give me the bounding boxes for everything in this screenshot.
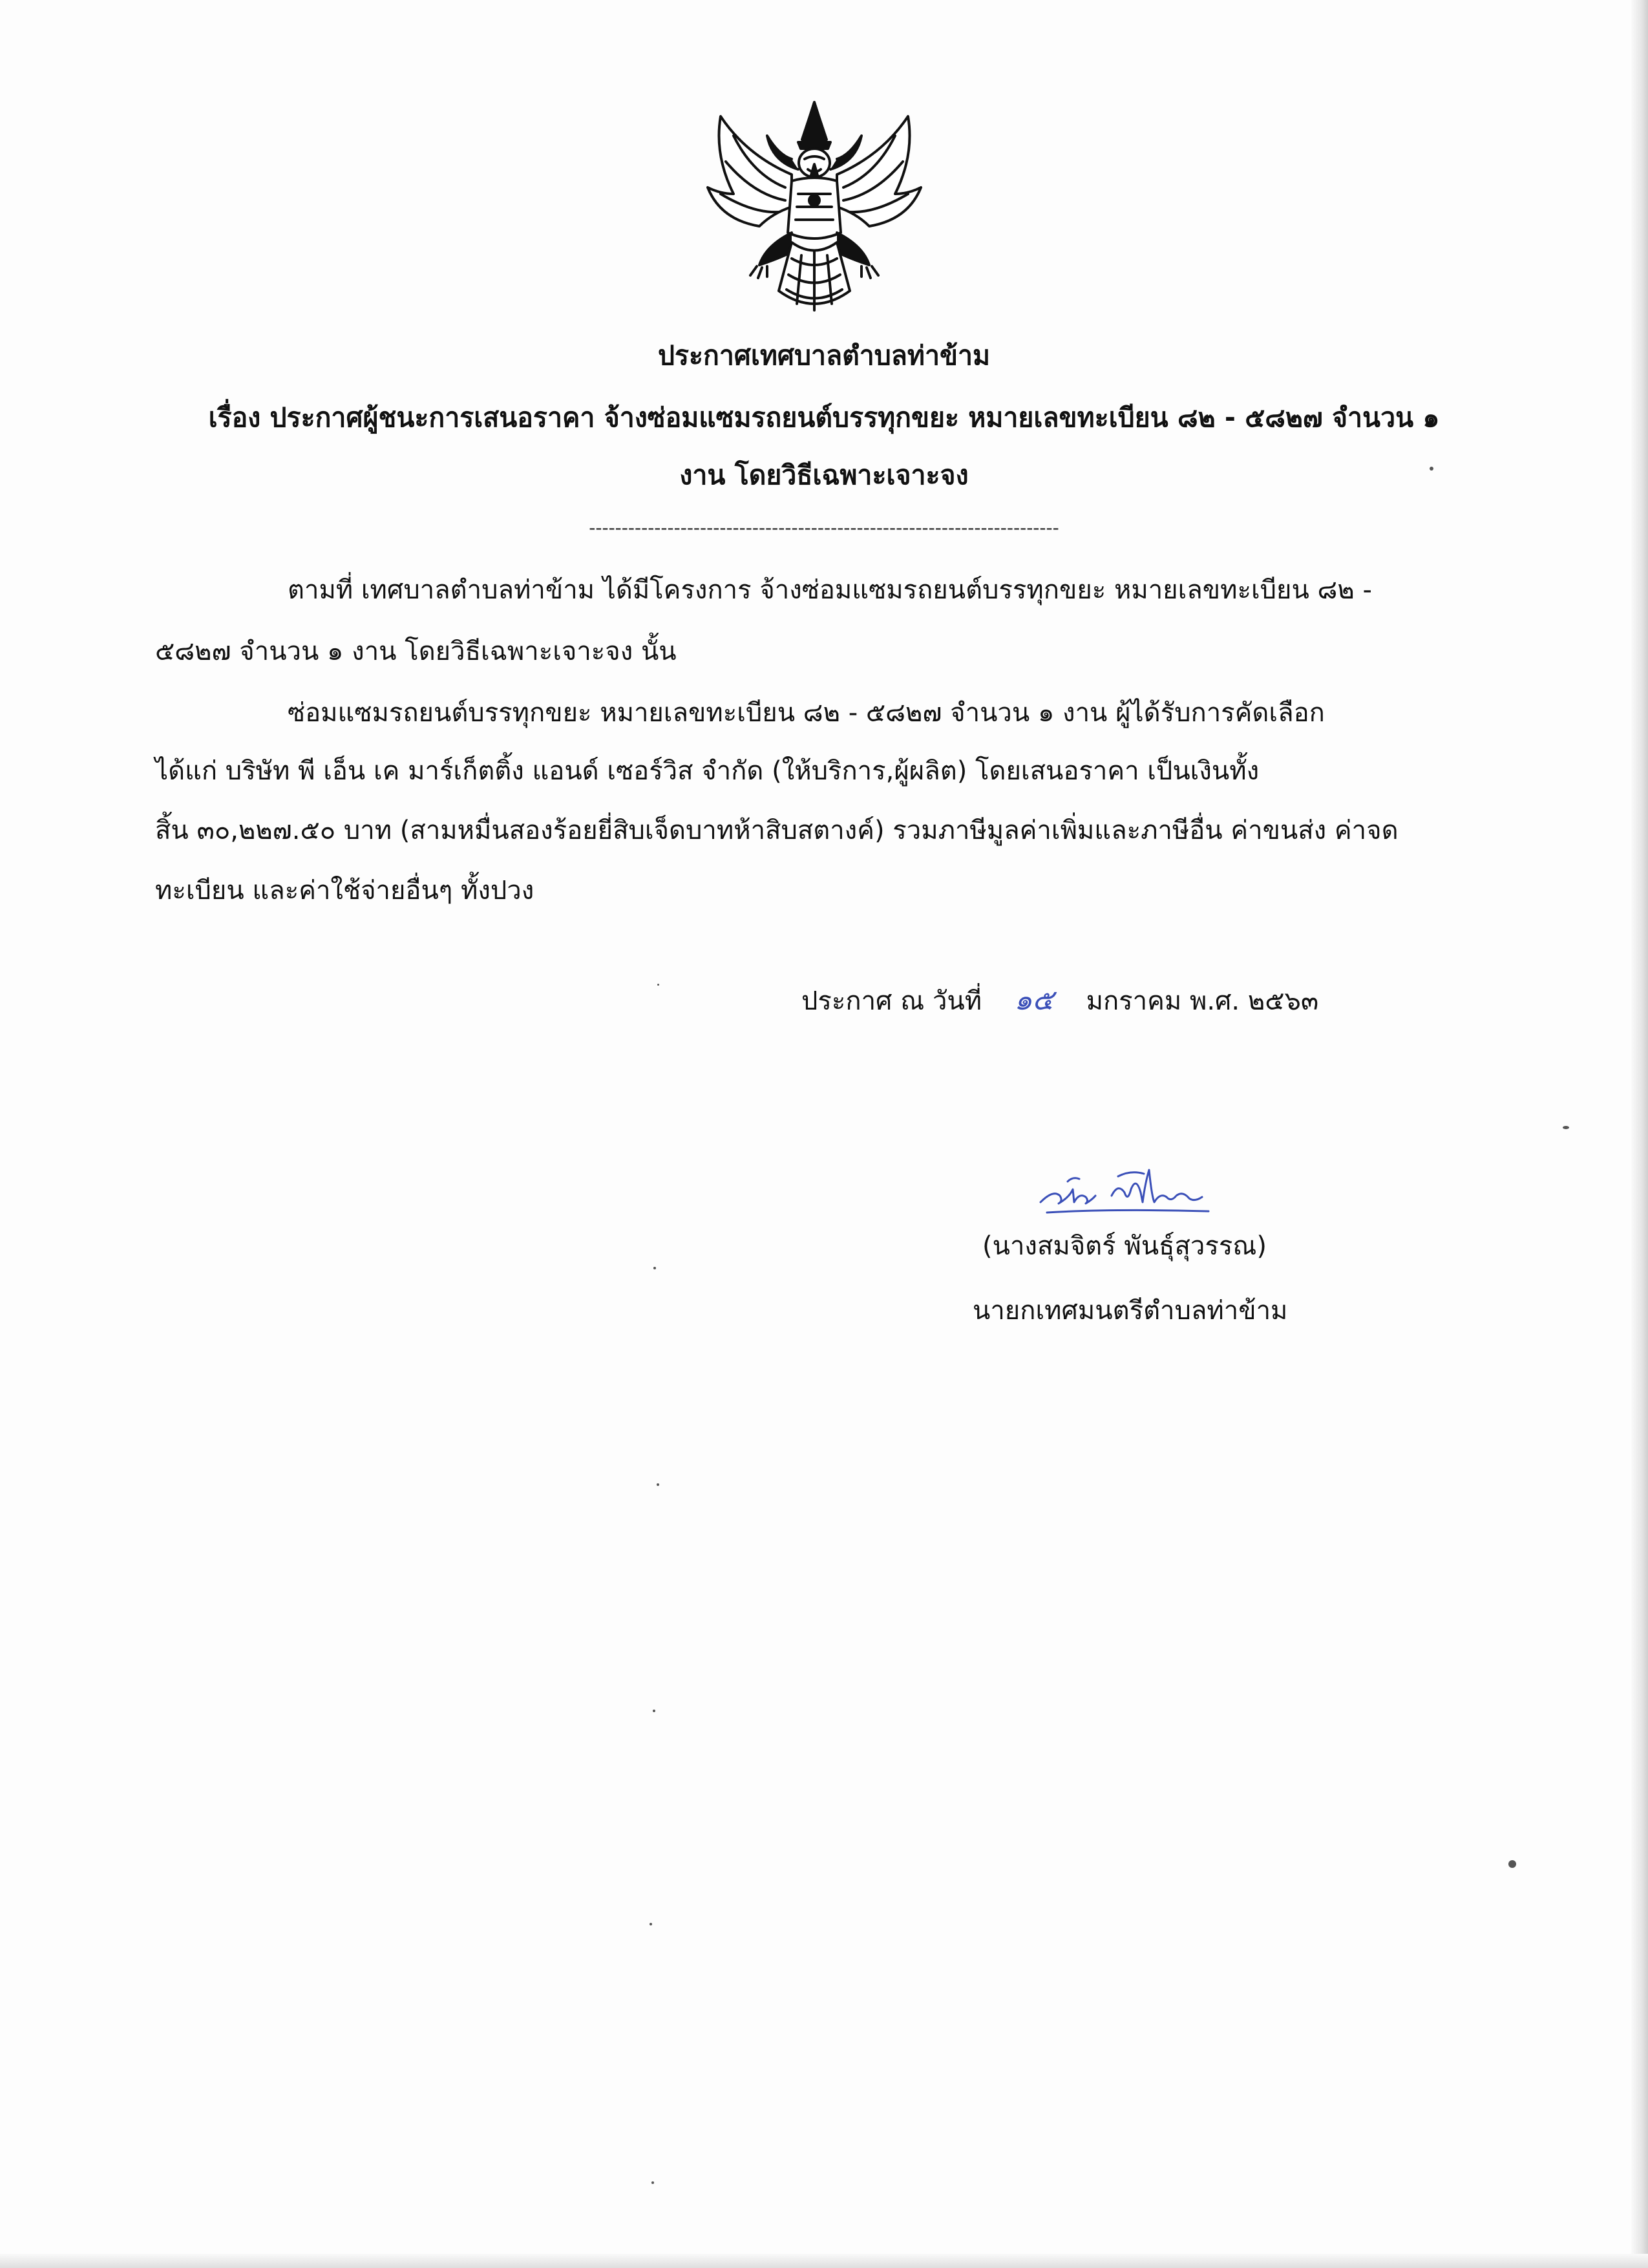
signer-name: (นางสมจิตร์ พันธุ์สุวรรณ) <box>982 1231 1267 1261</box>
paragraph-1-line: ตามที่ เทศบาลตำบลท่าข้าม ได้มีโครงการ จ้างซ่อมแซมรถยนต์บรรทุกขยะ หมายเลขทะเบียน ๘๒ - <box>288 575 1372 605</box>
paragraph-2-line: สิ้น ๓๐,๒๒๗.๕๐ บาท (สามหมื่นสองร้อยยี่สิบเจ็ดบาทห้าสิบสตางค์) รวมภาษีมูลค่าเพิ่มและภาษีอื่น ค่าขนส่ง ค่าจด <box>155 816 1399 845</box>
signer-position: นายกเทศมนตรีตำบลท่าข้าม <box>973 1296 1288 1326</box>
date-prefix: ประกาศ ณ วันที่ <box>801 986 982 1016</box>
subject-line: เรื่อง ประกาศผู้ชนะการเสนอราคา จ้างซ่อมแซมรถยนต์บรรทุกขยะ หมายเลขทะเบียน ๘๒ - ๕๘๒๗ จำนวน ๑ <box>208 402 1440 433</box>
scan-speck <box>653 1267 656 1269</box>
scan-speck <box>651 2181 654 2184</box>
paragraph-2-line: ทะเบียน และค่าใช้จ่ายอื่นๆ ทั้งปวง <box>155 876 534 906</box>
scan-speck <box>653 1710 655 1712</box>
date-day-handwritten: ๑๕ <box>1014 984 1054 1017</box>
garuda-emblem-icon <box>695 97 934 330</box>
divider-line: ------------------------------------------------------------------------ <box>589 517 1059 538</box>
scan-edge-bottom <box>0 2254 1648 2268</box>
date-month-year: มกราคม พ.ศ. ๒๕๖๓ <box>1086 986 1319 1016</box>
paragraph-2-line: ได้แก่ บริษัท พี เอ็น เค มาร์เก็ตติ้ง แอนด์ เซอร์วิส จำกัด (ให้บริการ,ผู้ผลิต) โดยเสนอราคา เป็นเงินทั้ง <box>155 756 1260 786</box>
document-title: ประกาศเทศบาลตำบลท่าข้าม <box>657 340 991 371</box>
scan-speck <box>1563 1126 1569 1129</box>
scan-speck <box>657 1483 659 1486</box>
subject-line-continued: งาน โดยวิธีเฉพาะเจาะจง <box>679 460 969 491</box>
paragraph-2-line: ซ่อมแซมรถยนต์บรรทุกขยะ หมายเลขทะเบียน ๘๒ - ๕๘๒๗ จำนวน ๑ งาน ผู้ได้รับการคัดเลือก <box>288 698 1325 728</box>
scan-speck <box>657 984 659 986</box>
scan-speck <box>1508 1860 1516 1868</box>
paragraph-1-line: ๕๘๒๗ จำนวน ๑ งาน โดยวิธีเฉพาะเจาะจง นั้น <box>155 637 677 666</box>
handwritten-signature-icon <box>1034 1157 1221 1228</box>
scan-speck <box>650 1923 652 1925</box>
announcement-date <box>801 977 1318 1023</box>
scan-speck <box>1430 467 1433 471</box>
